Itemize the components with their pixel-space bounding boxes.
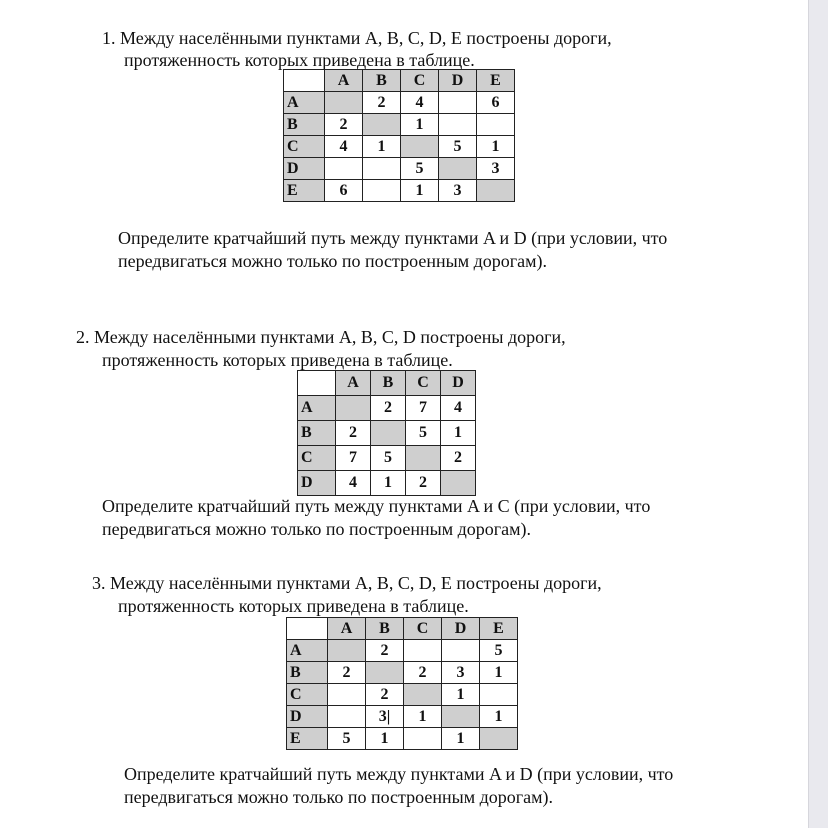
column-header: A	[328, 618, 366, 640]
distance-cell	[328, 706, 366, 728]
distance-cell: 5	[439, 136, 477, 158]
distance-cell: 2	[366, 684, 404, 706]
column-header: B	[366, 618, 404, 640]
distance-cell: 3	[442, 662, 480, 684]
distance-cell: 1	[480, 706, 518, 728]
distance-cell: 4	[336, 471, 371, 496]
distance-cell: 4	[441, 396, 476, 421]
problem-2-intro-line1: 2. Между населёнными пунктами A, B, C, D построены дороги,	[76, 327, 566, 347]
distance-cell: 2	[328, 662, 366, 684]
distance-cell	[439, 114, 477, 136]
column-header: C	[401, 70, 439, 92]
distance-cell: 7	[336, 446, 371, 471]
distance-cell: 4	[325, 136, 363, 158]
distance-cell	[363, 180, 401, 202]
distance-cell: 5	[480, 640, 518, 662]
row-header: B	[284, 114, 325, 136]
column-header: D	[439, 70, 477, 92]
problem-3-intro-line1: 3. Между населёнными пунктами A, B, C, D, E построены дороги,	[92, 573, 602, 593]
distance-cell: 1	[371, 471, 406, 496]
row-header: D	[287, 706, 328, 728]
column-header: A	[325, 70, 363, 92]
problem-1-distance-table	[283, 69, 515, 202]
distance-cell: 3	[477, 158, 515, 180]
distance-cell: 1	[477, 136, 515, 158]
diagonal-cell	[325, 92, 363, 114]
table-row	[287, 684, 518, 706]
column-header: B	[371, 371, 406, 396]
row-header: A	[287, 640, 328, 662]
row-header: A	[284, 92, 325, 114]
table-row	[298, 421, 476, 446]
distance-cell	[404, 640, 442, 662]
distance-cell: 2	[366, 640, 404, 662]
distance-cell	[442, 640, 480, 662]
row-header: B	[298, 421, 336, 446]
distance-cell: 2	[441, 446, 476, 471]
distance-cell: 5	[406, 421, 441, 446]
row-header: C	[284, 136, 325, 158]
row-header: C	[287, 684, 328, 706]
table-row	[284, 180, 515, 202]
column-header: D	[441, 371, 476, 396]
diagonal-cell	[371, 421, 406, 446]
problem-2-question-line2: передвигаться можно только по построенным дорогам).	[102, 519, 532, 539]
diagonal-cell	[439, 158, 477, 180]
row-header: B	[287, 662, 328, 684]
distance-cell: 3	[439, 180, 477, 202]
table-row	[298, 446, 476, 471]
row-header: A	[298, 396, 336, 421]
table-row	[287, 640, 518, 662]
table-row	[298, 471, 476, 496]
problem-1-intro-line2: протяженность которых приведена в таблице.	[124, 50, 475, 70]
problem-3-question-line1: Определите кратчайший путь между пунктами A и D (при условии, что	[124, 764, 674, 784]
table-corner-cell	[287, 618, 328, 640]
distance-cell: 1	[366, 728, 404, 750]
distance-cell: 1	[442, 728, 480, 750]
distance-cell	[325, 158, 363, 180]
distance-cell: 3|	[366, 706, 404, 728]
distance-cell: 5	[328, 728, 366, 750]
distance-cell	[328, 684, 366, 706]
diagonal-cell	[366, 662, 404, 684]
diagonal-cell	[441, 471, 476, 496]
distance-cell: 1	[401, 180, 439, 202]
diagonal-cell	[480, 728, 518, 750]
table-header-row	[298, 371, 476, 396]
diagonal-cell	[442, 706, 480, 728]
column-header: E	[480, 618, 518, 640]
row-header: D	[284, 158, 325, 180]
table-row	[287, 728, 518, 750]
distance-cell: 1	[441, 421, 476, 446]
distance-cell: 2	[336, 421, 371, 446]
table-row	[287, 662, 518, 684]
distance-cell	[363, 158, 401, 180]
column-header: D	[442, 618, 480, 640]
problem-3-intro-line2: протяженность которых приведена в таблице.	[118, 596, 469, 616]
distance-cell: 2	[404, 662, 442, 684]
distance-cell: 6	[477, 92, 515, 114]
distance-cell: 1	[404, 706, 442, 728]
distance-cell: 2	[363, 92, 401, 114]
column-header: E	[477, 70, 515, 92]
problem-3-question-line2: передвигаться можно только по построенным дорогам).	[124, 787, 554, 807]
table-row	[298, 396, 476, 421]
table-row	[284, 92, 515, 114]
distance-cell: 2	[325, 114, 363, 136]
column-header: C	[406, 371, 441, 396]
row-header: D	[298, 471, 336, 496]
row-header: C	[298, 446, 336, 471]
distance-cell: 4	[401, 92, 439, 114]
distance-cell	[477, 114, 515, 136]
distance-cell: 5	[401, 158, 439, 180]
distance-cell: 1	[401, 114, 439, 136]
table-row	[284, 158, 515, 180]
problem-1-question-line2: передвигаться можно только по построенным дорогам).	[118, 251, 548, 271]
distance-cell: 1	[480, 662, 518, 684]
distance-cell: 5	[371, 446, 406, 471]
diagonal-cell	[401, 136, 439, 158]
column-header: A	[336, 371, 371, 396]
diagonal-cell	[406, 446, 441, 471]
diagonal-cell	[477, 180, 515, 202]
distance-cell: 6	[325, 180, 363, 202]
problem-3-distance-table	[286, 617, 518, 750]
diagonal-cell	[328, 640, 366, 662]
distance-cell: 2	[371, 396, 406, 421]
diagonal-cell	[404, 684, 442, 706]
column-header: C	[404, 618, 442, 640]
distance-cell: 1	[363, 136, 401, 158]
table-row	[284, 114, 515, 136]
table-corner-cell	[298, 371, 336, 396]
problem-2-distance-table	[297, 370, 476, 496]
diagonal-cell	[336, 396, 371, 421]
column-header: B	[363, 70, 401, 92]
problem-2-intro-line2: протяженность которых приведена в таблице.	[102, 350, 453, 370]
table-header-row	[284, 70, 515, 92]
problem-1-question-line1: Определите кратчайший путь между пунктами A и D (при условии, что	[118, 228, 668, 248]
row-header: E	[287, 728, 328, 750]
diagonal-cell	[363, 114, 401, 136]
distance-cell	[439, 92, 477, 114]
problem-2-question-line1: Определите кратчайший путь между пунктами A и C (при условии, что	[102, 496, 651, 516]
distance-cell: 2	[406, 471, 441, 496]
distance-cell: 1	[442, 684, 480, 706]
table-row	[287, 706, 518, 728]
problem-1-intro-line1: 1. Между населёнными пунктами A, B, C, D, E построены дороги,	[102, 28, 612, 48]
distance-cell	[404, 728, 442, 750]
row-header: E	[284, 180, 325, 202]
table-corner-cell	[284, 70, 325, 92]
table-header-row	[287, 618, 518, 640]
distance-cell: 7	[406, 396, 441, 421]
table-row	[284, 136, 515, 158]
distance-cell	[480, 684, 518, 706]
